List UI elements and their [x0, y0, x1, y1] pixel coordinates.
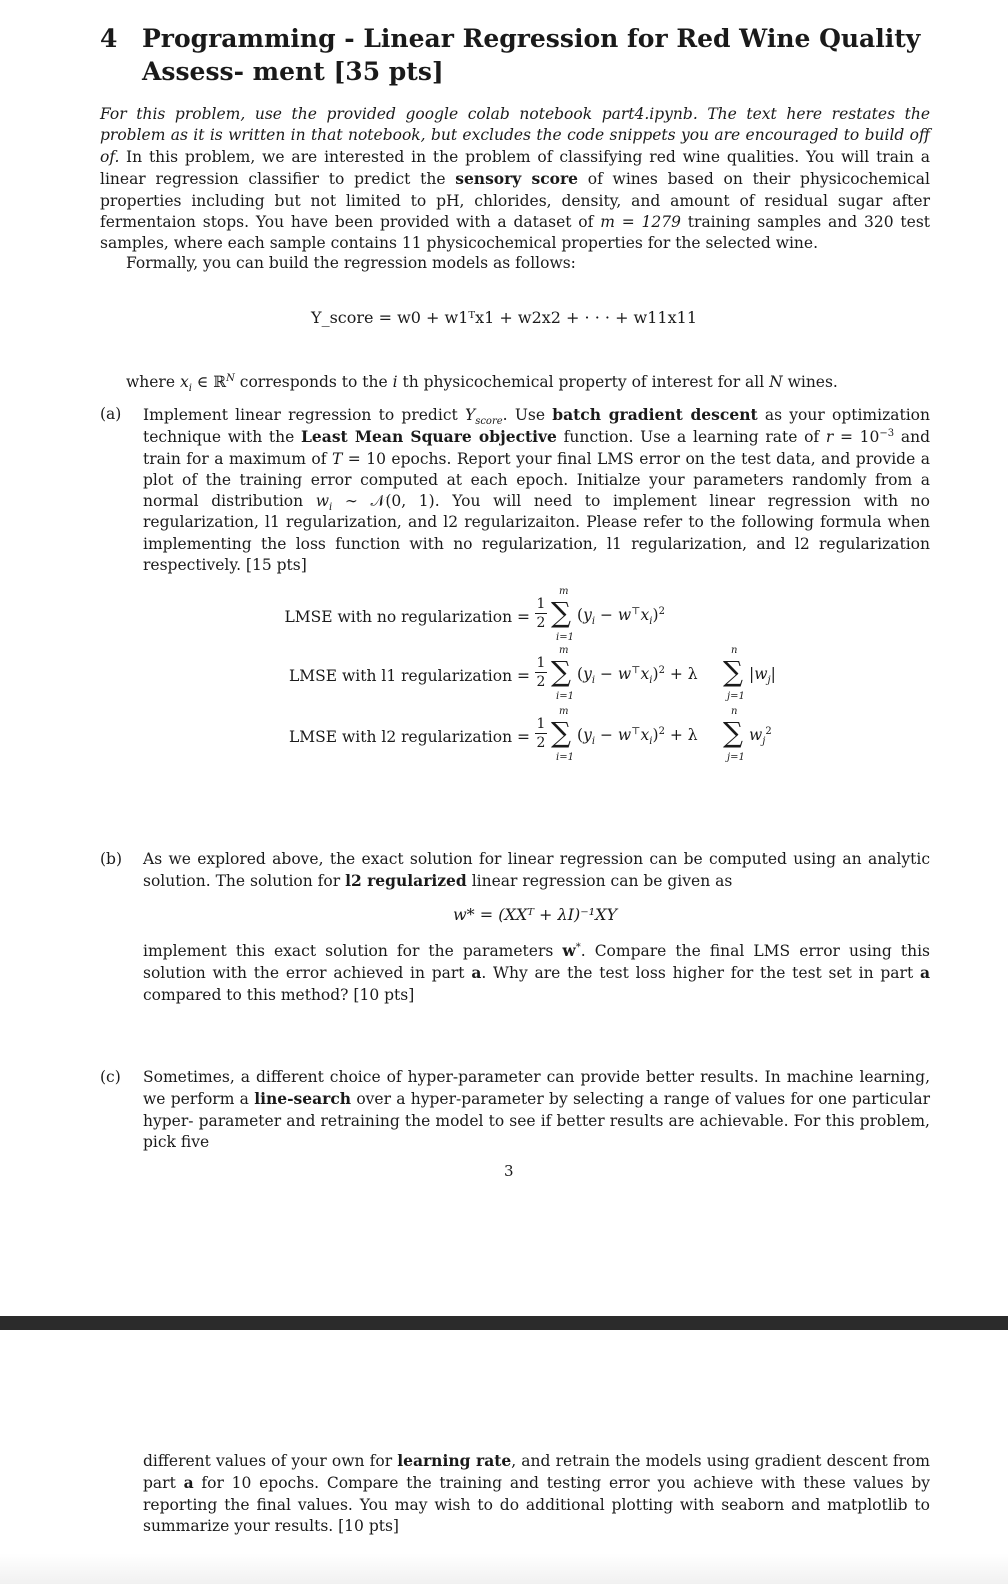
where-text-a: where [126, 373, 180, 391]
part-c-body [143, 1067, 930, 1153]
intro-text-2: . The text here restates the problem as it is written in that notebook, but excludes the code snippets you are encouraged to build off of. [100, 105, 930, 166]
part-ref-a-1: a [471, 963, 482, 983]
p1-text-b: of wines based on their physicochemical properties including but not limited to pH, chlorides, density, and amount of residual sugar after fermentaion stops. You have been provided with a dataset of [100, 170, 930, 231]
lms-objective-bold: Least Mean Square objective [301, 427, 557, 447]
p1-text-c: training samples and 320 test samples, where each sample contains 11 physicochemical properties for the selected wine. [100, 212, 930, 253]
part-b-t6: compared to this method? [10 pts] [143, 985, 415, 1004]
section-title: Programming - Linear Regression for Red Wine Quality Assess- ment [35 pts] [142, 24, 921, 86]
part-b-t4: . Compare the final LMS error using this solution with the error achieved in part [143, 942, 930, 983]
part-c-continuation [143, 1450, 930, 1537]
learning-rate-bold: learning rate [397, 1451, 512, 1470]
intro-text-1: For this problem, use the provided google colab notebook [100, 105, 602, 123]
batch-gd-bold: batch gradient descent [552, 405, 758, 424]
part-ref-a-2: a [919, 963, 930, 983]
closed-form-equation: w* = (XXᵀ + λI)⁻¹XY [452, 905, 618, 924]
loss-label-no-reg: LMSE with no regularization [284, 608, 513, 626]
loss-label-l2: LMSE with l2 regularization [288, 728, 513, 746]
part-a-t3: as your optimization technique with the [143, 406, 930, 447]
where-line: where $x_i$ ∈ ℝ$^N$ corresponds to the i th physicochemical property of interest for all N wines. [126, 372, 838, 395]
part-b [100, 849, 930, 893]
part-a-t6: epochs. Report your final LMS error on the test data, and provide a plot of the training error computed at each epoch. Initialze your parameters randomly from a normal distribution [143, 449, 930, 511]
problem-paragraph [100, 147, 930, 254]
where-text-c: th physicochemical property of interest for all [397, 373, 770, 391]
sample-count-math: m = 1279 [600, 212, 681, 231]
line-search-bold: line-search [254, 1089, 352, 1109]
part-a-t5: and train for a maximum of [143, 428, 930, 468]
where-text-b: corresponds to the [234, 373, 393, 391]
part-c-tag: (c) [100, 1068, 121, 1086]
part-a-body: Implement linear regression to predict $Y_{score}$. Use batch gradient descent as your optimization technique with the Least Mean Square objective function. Use a learning rate of $r = 10^{-3}$ and train for a maximum of T = 10 epochs. Report your final LMS error on the test data, and provide a plot of the training error computed at each epoch. Initialze your parameters randomly from a normal distribution $w_i$ ∼ 𝒩(0, 1). You will need to implement linear regression with no regularization, l1 regularization, and l2 regularizaiton. Please refer to the following formula when implementing the loss function with no regularization, l1 regularization, and l2 regularization respectively. [15 pts] [143, 405, 930, 575]
loss-eq-l1: LMSE with l1 regularization = 1 2 m ∑ i=1 $(y_i - w^⊤x_i)^2 + \lambda$ n ∑ j=1 $|w_j|$ [288, 645, 776, 702]
p1-text-a: In this problem, we are interested in the problem of classifying red wine qualities. You will train a linear regression classifier to predict the [100, 148, 930, 189]
part-c-t2: over a hyper-parameter by selecting a range of values for one particular hyper- parameter and retraining the model to see if better results are achievable. For this problem, pick five [143, 1090, 930, 1151]
formal-paragraph: Formally, you can build the regression models as follows: [126, 254, 576, 272]
main-equation: Y_score = w0 + w1ᵀx1 + w2x2 + · · · + w11x11 [311, 308, 697, 327]
where-text-d: wines. [782, 373, 838, 391]
sensory-score-bold: sensory score [455, 169, 579, 189]
part-b-t5: . Why are the test loss higher for the test set in part [481, 964, 920, 983]
part-a-t7: . You will need to implement linear regression with no regularization, l1 regularization, and l2 regularizaiton. Please refer to the following formula when implementing the loss function with no regularization, l1 regularization, and l2 regularization respectively. [15 pts] [143, 492, 930, 575]
page-number: 3 [504, 1162, 514, 1180]
loss-label-l1: LMSE with l1 regularization [288, 667, 513, 685]
part-b-tag: (b) [100, 850, 123, 868]
cont-t3: for 10 epochs. Compare the training and testing error you achieve with these values by reporting the final values. You may wish to do additional plotting with seaborn and matplotlib to summarize your results. [10 pts] [143, 1474, 930, 1535]
part-a-t2: . Use [502, 406, 553, 424]
part-b-t1: As we explored above, the exact solution for linear regression can be computed using an analytic solution. The solution for [143, 850, 930, 891]
cont-t1: different values of your own for [143, 1452, 398, 1470]
loss-eq-no-reg: LMSE with no regularization = 1 2 m ∑ i=1 $(y_i - w^⊤x_i)^2$ [284, 586, 665, 643]
part-b-t2: linear regression can be given as [466, 872, 733, 891]
next-page [0, 1330, 1008, 1584]
part-b-t3: implement this exact solution for the parameters [143, 942, 563, 960]
l2-regularized-bold: l2 regularized [345, 871, 467, 891]
part-a-tag: (a) [100, 405, 122, 423]
part-a-t1: Implement linear regression to predict [143, 406, 465, 424]
page-divider [0, 1316, 1008, 1330]
notebook-filename: part4.ipynb [601, 105, 693, 123]
part-b-continued: implement this exact solution for the parameters w*. Compare the final LMS error using this solution with the error achieved in part a. Why are the test loss higher for the test set in part a compared to this method? [10 pts] [143, 941, 930, 1004]
part-b-body [143, 849, 930, 893]
part-ref-a-3: a [183, 1473, 194, 1493]
part-a [100, 404, 930, 576]
part-c-t1: Sometimes, a different choice of hyper-parameter can provide better results. In machine learning, we perform a [143, 1068, 930, 1109]
loss-eq-l2: LMSE with l2 regularization = 1 2 m ∑ i=1 $(y_i - w^⊤x_i)^2 + \lambda$ n ∑ j=1 $w_j^2$ [288, 706, 772, 763]
cont-t2: , and retrain the models using gradient descent from part [143, 1452, 930, 1493]
part-a-t4: function. Use a learning rate of [556, 428, 826, 447]
section-number: 4 [100, 24, 118, 53]
part-c [100, 1067, 930, 1153]
